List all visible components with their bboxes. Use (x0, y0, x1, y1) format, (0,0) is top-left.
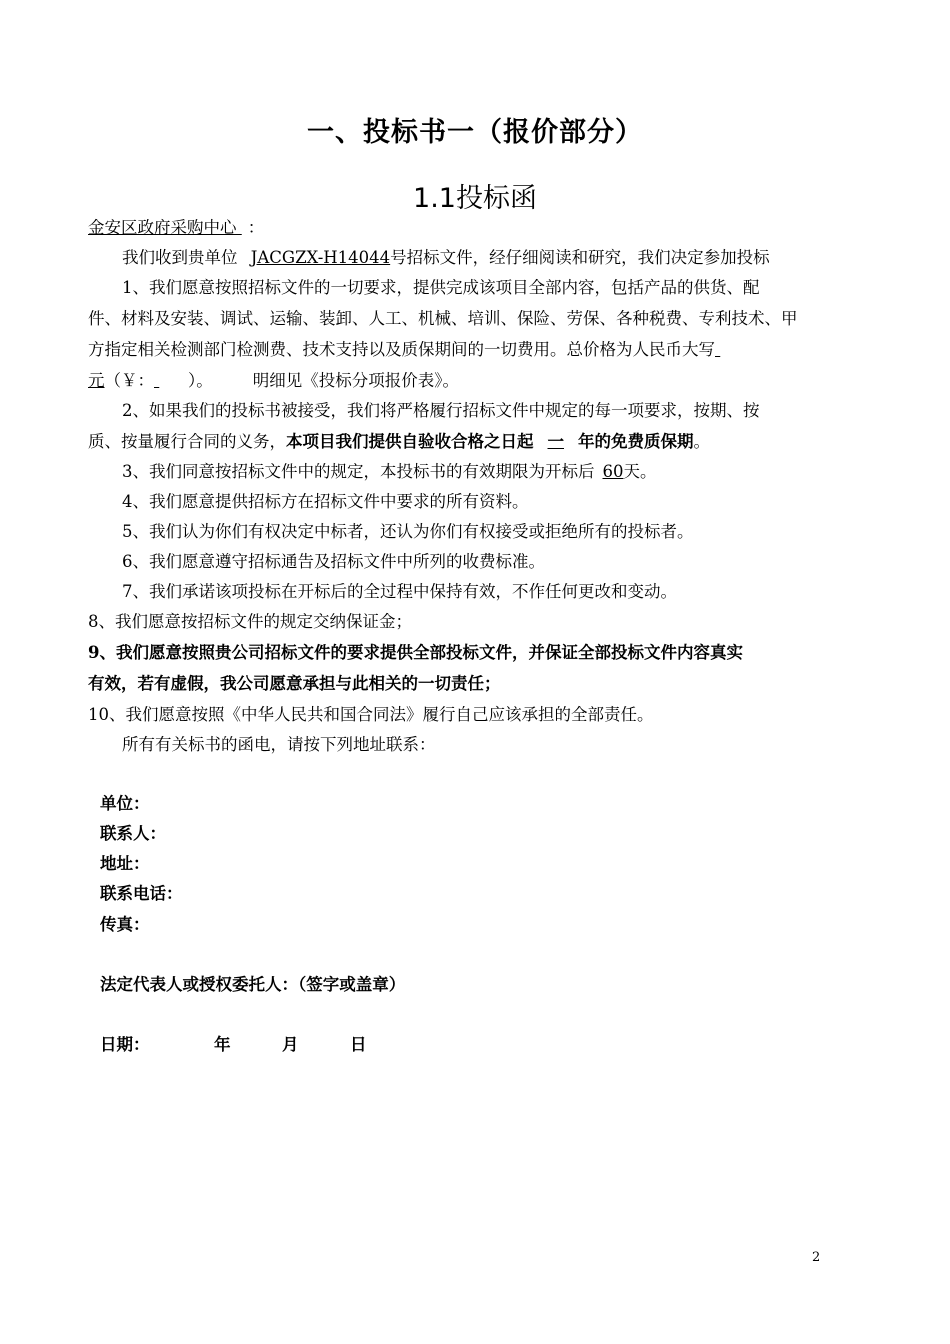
page-title: 一、投标书一（报价部分） (307, 117, 643, 148)
item-4: 4、我们愿意提供招标方在招标文件中要求的所有资料。 (122, 492, 529, 511)
item-5: 5、我们认为你们有权决定中标者，还认为你们有权接受或拒绝所有的投标者。 (122, 522, 694, 541)
date-line (100, 1031, 500, 1055)
item-2-line-1: 2、如果我们的投标书被接受，我们将严格履行招标文件中规定的每一项要求，按期、按 (122, 401, 760, 420)
item-8: 8、我们愿意按招标文件的规定交纳保证金； (88, 612, 412, 631)
addressee: 金安区政府采购中心 ： (88, 218, 265, 237)
contact-phone-label: 联系电话： (100, 884, 183, 903)
item-2-line-2: 质、按量履行合同的义务，本项目我们提供自验收合格之日起 一 年的免费质保期。 (88, 432, 710, 451)
signature-line: 法定代表人或授权委托人：（签字或盖章） (100, 975, 406, 994)
contact-address-label: 地址： (100, 854, 150, 873)
date-label: 日期： (100, 1035, 150, 1054)
page-number: 2 (812, 1250, 821, 1265)
item-9-line-1: 9、我们愿意按照贵公司招标文件的要求提供全部投标文件，并保证全部投标文件内容真实 (88, 643, 743, 662)
item-1-line-2: 件、材料及安装、调试、运输、装卸、人工、机械、培训、保险、劳保、各种税费、专利技术、甲 (88, 309, 798, 328)
item-9-line-2: 有效，若有虚假，我公司愿意承担与此相关的一切责任； (88, 674, 501, 693)
contact-fax-label: 传真： (100, 915, 150, 934)
section-title: 1.1投标函 (413, 183, 537, 214)
item-6: 6、我们愿意遵守招标通告及招标文件中所列的收费标准。 (122, 552, 545, 571)
item-7: 7、我们承诺该项投标在开标后的全过程中保持有效，不作任何更改和变动。 (122, 582, 677, 601)
item-1-line-1: 1、我们愿意按照招标文件的一切要求，提供完成该项目全部内容，包括产品的供货、配 (122, 278, 760, 297)
date-day: 日 (350, 1035, 367, 1054)
item-1-line-3: 方指定相关检测部门检测费、技术支持以及质保期间的一切费用。总价格为人民币大写 (88, 340, 715, 359)
item-1-line-4: 元（￥： ）。 明细见《投标分项报价表》。 (88, 371, 459, 390)
date-year: 年 (214, 1035, 231, 1054)
item-3: 3、我们同意按招标文件中的规定，本投标书的有效期限为开标后 60天。 (122, 462, 657, 481)
closing-line: 所有有关标书的函电，请按下列地址联系： (122, 735, 436, 754)
date-month: 月 (282, 1035, 299, 1054)
contact-unit-label: 单位： (100, 794, 150, 813)
item-10: 10、我们愿意按照《中华人民共和国合同法》履行自己应该承担的全部责任。 (88, 705, 654, 724)
intro-paragraph: 我们收到贵单位 JACGZX-H14044号招标文件，经仔细阅读和研究，我们决定参加投标 (122, 248, 770, 267)
contact-person-label: 联系人： (100, 824, 166, 843)
